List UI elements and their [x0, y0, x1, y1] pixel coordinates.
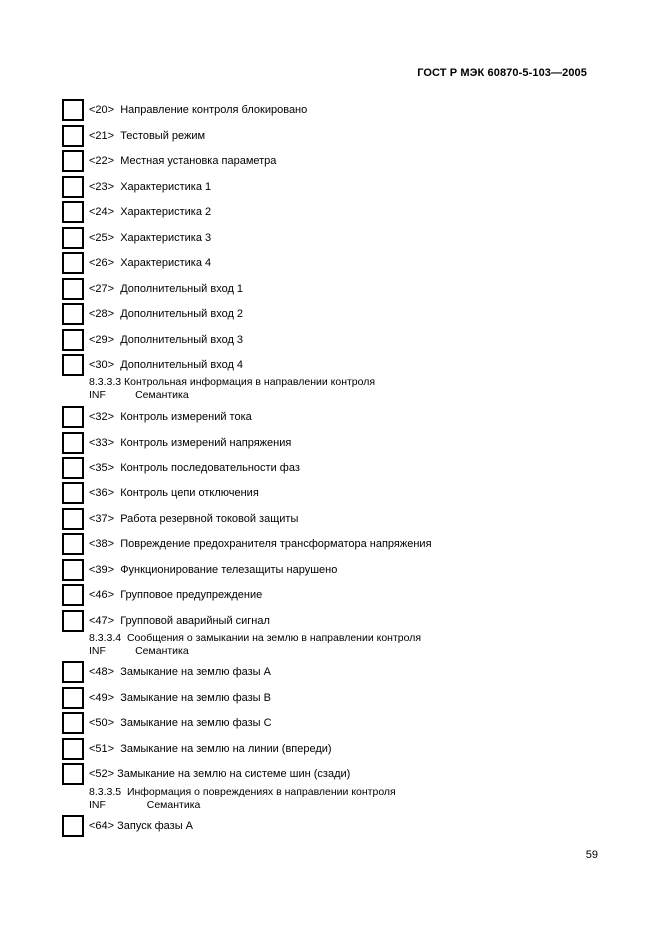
checkbox[interactable] — [62, 482, 84, 504]
section-title: 8.3.3.3 Контрольная информация в направлении контроля — [89, 376, 376, 388]
section-columns: INF Семантика — [89, 389, 189, 401]
item-label: <33> Контроль измерений напряжения — [89, 437, 292, 449]
document-header: ГОСТ Р МЭК 60870-5-103—2005 — [417, 67, 587, 79]
item-label: <20> Направление контроля блокировано — [89, 104, 308, 116]
item-label: <51> Замыкание на землю на линии (впереди) — [89, 743, 332, 755]
checkbox[interactable] — [62, 329, 84, 351]
item-label: <64> Запуск фазы А — [89, 820, 193, 832]
item-label: <28> Дополнительный вход 2 — [89, 308, 244, 320]
checkbox[interactable] — [62, 661, 84, 683]
checkbox[interactable] — [62, 738, 84, 760]
checkbox[interactable] — [62, 125, 84, 147]
item-label: <29> Дополнительный вход 3 — [89, 334, 244, 346]
checkbox[interactable] — [62, 227, 84, 249]
section-title: 8.3.3.5 Информация о повреждениях в направлении контроля — [89, 786, 396, 798]
item-label: <24> Характеристика 2 — [89, 206, 212, 218]
checkbox[interactable] — [62, 815, 84, 837]
checkbox[interactable] — [62, 201, 84, 223]
item-label: <46> Групповое предупреждение — [89, 589, 263, 601]
checkbox[interactable] — [62, 687, 84, 709]
item-label: <48> Замыкание на землю фазы А — [89, 666, 271, 678]
checkbox[interactable] — [62, 457, 84, 479]
item-label: <30> Дополнительный вход 4 — [89, 359, 244, 371]
section-columns: INF Семантика — [89, 799, 201, 811]
checkbox[interactable] — [62, 533, 84, 555]
section-columns: INF Семантика — [89, 645, 189, 657]
item-label: <23> Характеристика 1 — [89, 181, 212, 193]
checkbox[interactable] — [62, 278, 84, 300]
checkbox[interactable] — [62, 508, 84, 530]
checkbox[interactable] — [62, 176, 84, 198]
item-label: <49> Замыкание на землю фазы В — [89, 692, 271, 704]
item-label: <47> Групповой аварийный сигнал — [89, 615, 270, 627]
item-label: <52> Замыкание на землю на системе шин (сзади) — [89, 768, 351, 780]
checkbox[interactable] — [62, 252, 84, 274]
checkbox[interactable] — [62, 303, 84, 325]
item-label: <27> Дополнительный вход 1 — [89, 283, 244, 295]
checkbox[interactable] — [62, 150, 84, 172]
item-label: <38> Повреждение предохранителя трансформатора напряжения — [89, 538, 432, 550]
checkbox[interactable] — [62, 610, 84, 632]
item-label: <37> Работа резервной токовой защиты — [89, 513, 299, 525]
item-label: <36> Контроль цепи отключения — [89, 487, 259, 499]
checkbox[interactable] — [62, 712, 84, 734]
item-label: <25> Характеристика 3 — [89, 232, 212, 244]
item-label: <35> Контроль последовательности фаз — [89, 462, 300, 474]
checkbox[interactable] — [62, 354, 84, 376]
checkbox[interactable] — [62, 99, 84, 121]
page-number: 59 — [585, 849, 598, 861]
item-label: <22> Местная установка параметра — [89, 155, 277, 167]
checkbox[interactable] — [62, 406, 84, 428]
item-label: <39> Функционирование телезащиты нарушено — [89, 564, 338, 576]
item-label: <26> Характеристика 4 — [89, 257, 212, 269]
item-label: <21> Тестовый режим — [89, 130, 206, 142]
checkbox[interactable] — [62, 432, 84, 454]
checkbox[interactable] — [62, 584, 84, 606]
checkbox[interactable] — [62, 763, 84, 785]
section-title: 8.3.3.4 Сообщения о замыкании на землю в направлении контроля — [89, 632, 422, 644]
item-label: <32> Контроль измерений тока — [89, 411, 252, 423]
item-label: <50> Замыкание на землю фазы С — [89, 717, 272, 729]
checkbox[interactable] — [62, 559, 84, 581]
